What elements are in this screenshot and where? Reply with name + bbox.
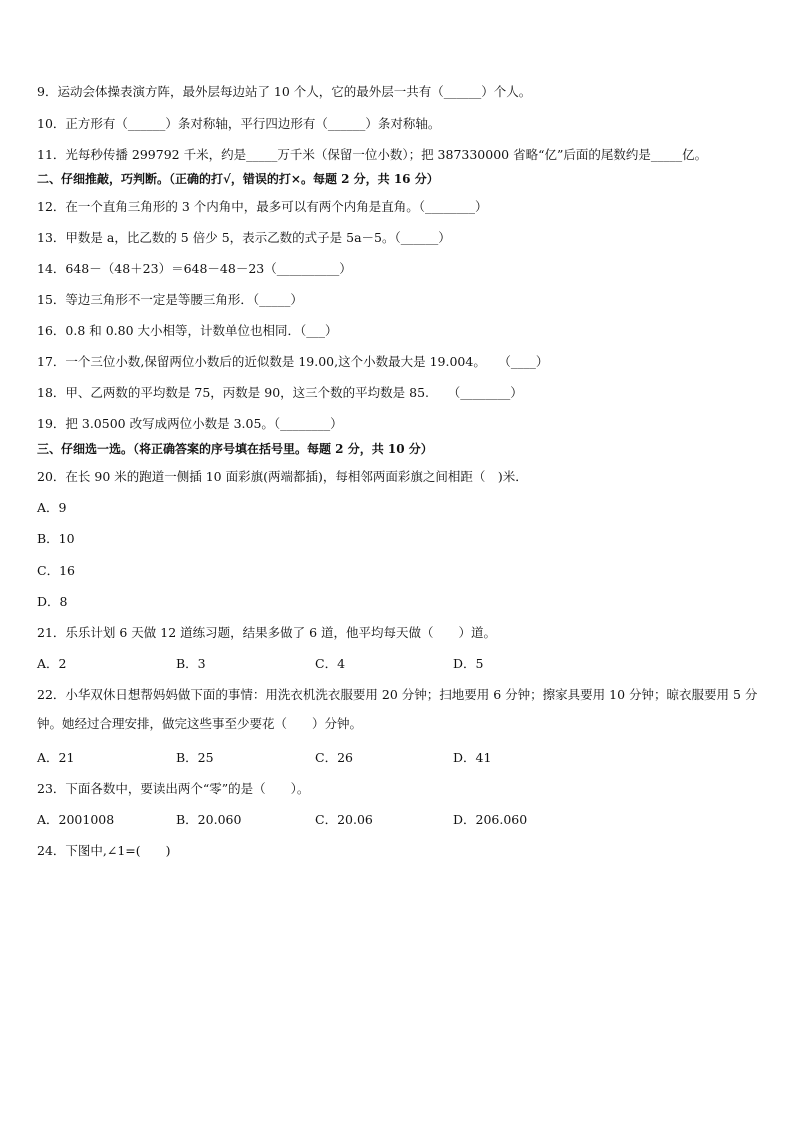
question-10: 10．正方形有（______）条对称轴，平行四边形有（______）条对称轴。 <box>37 116 441 131</box>
question-11: 11．光每秒传播 299792 千米，约是_____万千米（保留一位小数）；把 387330000 省略“亿”后面的尾数约是_____亿。 <box>37 147 708 162</box>
question-20: 20．在长 90 米的跑道一侧插 10 面彩旗(两端都插)，每相邻两面彩旗之间相距（ )米． <box>37 469 528 484</box>
q20-option-c[interactable]: C．16 <box>37 563 75 578</box>
question-17: 17．一个三位小数,保留两位小数后的近似数是 19.00,这个小数最大是 19.004。 （____） <box>37 354 549 369</box>
question-13: 13．甲数是 a，比乙数的 5 倍少 5，表示乙数的式子是 5a－5。（______） <box>37 230 451 245</box>
q22-option-a[interactable]: A．21 <box>37 750 75 765</box>
q21-option-d[interactable]: D．5 <box>453 656 484 671</box>
question-16: 16．0.8 和 0.80 大小相等，计数单位也相同．（___） <box>37 323 338 338</box>
q21-option-c[interactable]: C．4 <box>315 656 346 671</box>
question-9: 9．运动会体操表演方阵，最外层每边站了 10 个人，它的最外层一共有（______）个人。 <box>37 84 532 99</box>
q22-option-c[interactable]: C．26 <box>315 750 353 765</box>
q21-option-a[interactable]: A．2 <box>37 656 67 671</box>
question-18: 18．甲、乙两数的平均数是 75，丙数是 90，这三个数的平均数是 85. （________） <box>37 385 523 400</box>
q22-option-d[interactable]: D．41 <box>453 750 492 765</box>
q21-option-b[interactable]: B．3 <box>176 656 206 671</box>
q20-option-d[interactable]: D．8 <box>37 594 68 609</box>
question-12: 12．在一个直角三角形的 3 个内角中，最多可以有两个内角是直角。（________） <box>37 199 488 214</box>
q23-option-a[interactable]: A．2001008 <box>37 812 115 827</box>
section-3-heading: 三、仔细选一选。（将正确答案的序号填在括号里。每题 2 分，共 10 分） <box>37 442 433 456</box>
q23-option-d[interactable]: D．206.060 <box>453 812 528 827</box>
q22-option-b[interactable]: B．25 <box>176 750 214 765</box>
q23-option-b[interactable]: B．20.060 <box>176 812 242 827</box>
question-14: 14．648－（48＋23）＝648－48－23（__________） <box>37 261 352 276</box>
question-23: 23．下面各数中，要读出两个“零”的是（ ）。 <box>37 781 310 796</box>
question-21: 21．乐乐计划 6 天做 12 道练习题，结果多做了 6 道，他平均每天做（ ）道。 <box>37 625 497 640</box>
section-2-heading: 二、仔细推敲，巧判断。（正确的打√，错误的打×。每题 2 分，共 16 分） <box>37 172 439 186</box>
q23-option-c[interactable]: C．20.06 <box>315 812 373 827</box>
question-15: 15．等边三角形不一定是等腰三角形．（_____） <box>37 292 303 307</box>
q20-option-a[interactable]: A．9 <box>37 500 67 515</box>
q20-option-b[interactable]: B．10 <box>37 531 75 546</box>
question-22: 22．小华双休日想帮妈妈做下面的事情：用洗衣机洗衣服要用 20 分钟；扫地要用 6 分钟；擦家具要用 10 分钟；晾衣服要用 5 分钟。她经过合理安排，做完这些事至少要花（ ）分钟。 <box>37 687 758 731</box>
question-24: 24．下图中,∠1=( ) <box>37 843 171 858</box>
question-19: 19．把 3.0500 改写成两位小数是 3.05。（________） <box>37 416 343 431</box>
